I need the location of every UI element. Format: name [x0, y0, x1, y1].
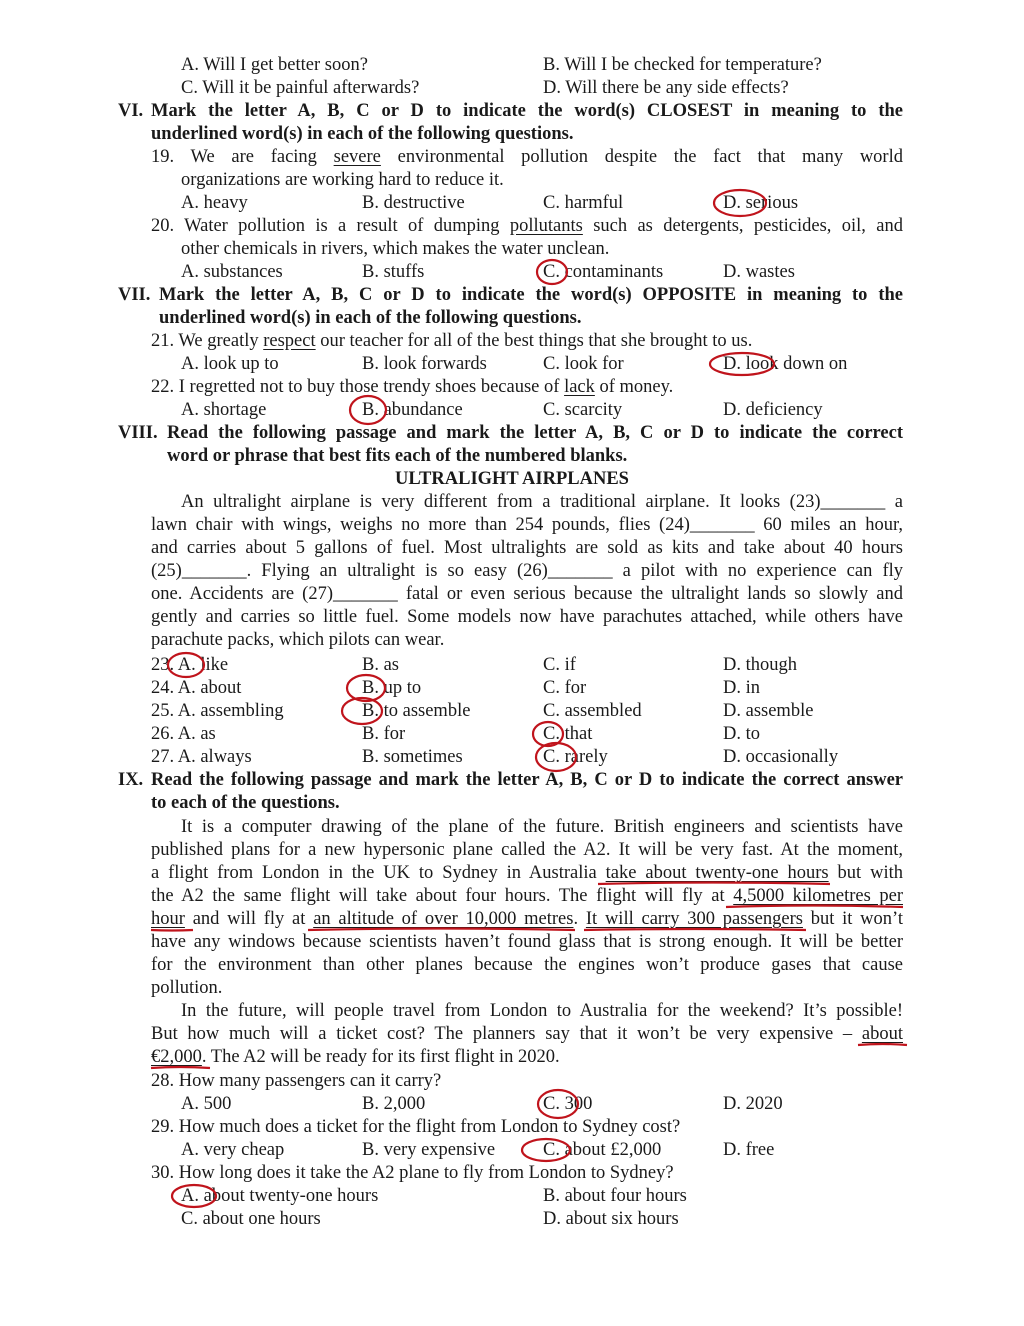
q27-option-b: B. sometimes: [362, 747, 463, 767]
q20-stem-line2: other chemicals in rivers, which makes the water unclean.: [181, 239, 610, 259]
q19-stem-line2: organizations are working hard to reduce it.: [181, 170, 504, 190]
q21-option-d: D. look down on: [723, 354, 848, 374]
q19-option-d: D. serious: [723, 193, 799, 213]
q30-stem: 30. How long does it take the A2 plane to fly from London to Sydney?: [151, 1163, 674, 1183]
passage1-line: lawn chair with wings, weighs no more than 254 pounds, flies (24)_______ 60 miles an hour,: [151, 515, 903, 535]
q25-option-a: 25. A. assembling: [151, 701, 284, 721]
passage2-underlined: It will carry 300 passengers: [585, 909, 803, 929]
q26-option-a: 26. A. as: [151, 724, 216, 744]
q21-underlined-word: respect: [263, 331, 316, 351]
section7-number: VII.: [118, 285, 151, 305]
q21-option-c: C. look for: [543, 354, 624, 374]
passage2-text: But how much will a ticket cost? The planners say that it won’t be very expensive –: [151, 1024, 862, 1044]
q28-option-a: A. 500: [181, 1094, 232, 1114]
passage2-line: [151, 1046, 560, 1068]
q26-option-d: D. to: [723, 724, 760, 744]
q28-stem: 28. How many passengers can it carry?: [151, 1071, 442, 1091]
passage2-underlined: take about twenty-one hours: [605, 863, 829, 883]
q29-option-c: C. about £2,000: [543, 1140, 662, 1160]
q27-option-d: D. occasionally: [723, 747, 839, 767]
section8-heading-line1: Read the following passage and mark the letter A, B, C or D to indicate the correct: [167, 423, 903, 443]
q21-stem: [151, 330, 752, 352]
passage2-underlined: hour: [151, 909, 185, 929]
q19-stem-post: environmental pollution despite the fact that many world: [380, 147, 903, 167]
passage2-line: [151, 1023, 903, 1045]
q29-option-a: A. very cheap: [181, 1140, 285, 1160]
q24-option-b: B. up to: [362, 678, 422, 698]
q22-stem: [151, 376, 673, 398]
q19-option-a: A. heavy: [181, 193, 248, 213]
q24-option-d: D. in: [723, 678, 760, 698]
section7-heading-line2: underlined word(s) in each of the following questions.: [159, 308, 582, 328]
passage2-line: [151, 862, 903, 884]
q18-option-b: B. Will I be checked for temperature?: [543, 55, 822, 75]
q23-option-c: C. if: [543, 655, 576, 675]
q25-option-b: B. to assemble: [362, 701, 471, 721]
q23-option-a: 23. A. like: [151, 655, 229, 675]
section6-heading-line1: Mark the letter A, B, C or D to indicate the word(s) CLOSEST in meaning to the: [151, 101, 903, 121]
passage2-line: In the future, will people travel from London to Australia for the weekend? It’s possible!: [181, 1001, 903, 1021]
passage1-line: parachute packs, which pilots can wear.: [151, 630, 445, 650]
q25-option-c: C. assembled: [543, 701, 642, 721]
passage1-line: gently and carries so little fuel. Some models now have parachutes attached, while others have: [151, 607, 903, 627]
passage1-line: An ultralight airplane is very different from a traditional airplane. It looks (23)_______ a: [181, 492, 903, 512]
q24-option-a: 24. A. about: [151, 678, 242, 698]
passage2-line: published plans for a new hypersonic plane called the A2. It will be very fast. At the moment,: [151, 840, 903, 860]
q21-stem-pre: 21. We greatly: [151, 331, 264, 351]
q19-option-c: C. harmful: [543, 193, 624, 213]
q22-stem-pre: 22. I regretted not to buy those trendy shoes because of: [151, 377, 565, 397]
q30-option-a: A. about twenty-one hours: [181, 1186, 379, 1206]
q19-stem-pre: 19. We are facing: [151, 147, 334, 167]
q30-option-b: B. about four hours: [543, 1186, 687, 1206]
q18-option-a: A. Will I get better soon?: [181, 55, 368, 75]
section6-heading-line2: underlined word(s) in each of the following questions.: [151, 124, 574, 144]
q23-option-d: D. though: [723, 655, 797, 675]
q20-option-c: C. contaminants: [543, 262, 664, 282]
passage1-line: (25)_______. Flying an ultralight is so easy (26)_______ a pilot with no experience can fly: [151, 561, 903, 581]
q27-option-c: C. rarely: [543, 747, 608, 767]
q28-option-b: B. 2,000: [362, 1094, 426, 1114]
passage2-line: [151, 885, 903, 907]
q24-option-c: C. for: [543, 678, 587, 698]
q20-stem-line1: [151, 215, 903, 237]
passage2-line: for the environment than other planes because the engines won’t produce gases that cause: [151, 955, 903, 975]
passage2-underlined: €2,000: [151, 1047, 202, 1067]
q23-option-b: B. as: [362, 655, 399, 675]
q30-option-c: C. about one hours: [181, 1209, 321, 1229]
q20-underlined-word: pollutants: [509, 216, 583, 236]
q29-option-b: B. very expensive: [362, 1140, 496, 1160]
q19-option-b: B. destructive: [362, 193, 465, 213]
q21-stem-post: our teacher for all of the best things that she brought to us.: [315, 331, 753, 351]
passage2-line: It is a computer drawing of the plane of the future. British engineers and scientists have: [181, 817, 903, 837]
q28-option-d: D. 2020: [723, 1094, 783, 1114]
passage2-underlined: about: [861, 1024, 903, 1044]
passage2-text: a flight from London in the UK to Sydney in Australia: [151, 863, 606, 883]
section7-heading-line1: Mark the letter A, B, C or D to indicate the word(s) OPPOSITE in meaning to the: [159, 285, 903, 305]
q22-underlined-word: lack: [564, 377, 595, 397]
passage2-text: . The A2 will be ready for its first flight in 2020.: [201, 1047, 560, 1067]
passage1-title: ULTRALIGHT AIRPLANES: [395, 469, 629, 489]
passage2-line: [151, 908, 903, 930]
q21-option-b: B. look forwards: [362, 354, 487, 374]
passage2-text: but with: [828, 863, 903, 883]
q20-stem-post: such as detergents, pesticides, oil, and: [582, 216, 903, 236]
passage2-underlined: an altitude of over 10,000 metres: [313, 909, 574, 929]
section8-number: VIII.: [118, 423, 158, 443]
q22-stem-post: of money.: [594, 377, 674, 397]
q20-option-a: A. substances: [181, 262, 283, 282]
q20-stem-pre: 20. Water pollution is a result of dumping: [151, 216, 510, 236]
section6-number: VI.: [118, 101, 144, 121]
section9-heading-line1: Read the following passage and mark the letter A, B, C or D to indicate the correct answer: [151, 770, 903, 790]
q28-option-c: C. 300: [543, 1094, 593, 1114]
q27-option-a: 27. A. always: [151, 747, 252, 767]
passage2-line: have any windows because scientists haven’t found glass that is strong enough. It will be better: [151, 932, 903, 952]
passage1-line: and carries about 5 gallons of fuel. Most ultralights are sold as kits and take about 40 hours: [151, 538, 903, 558]
q20-option-d: D. wastes: [723, 262, 795, 282]
passage2-text: and will fly at: [184, 909, 314, 929]
q25-option-d: D. assemble: [723, 701, 814, 721]
q22-option-c: C. scarcity: [543, 400, 623, 420]
q29-stem: 29. How much does a ticket for the flight from London to Sydney cost?: [151, 1117, 681, 1137]
passage2-text: the A2 the same flight will take about four hours. The flight will fly at: [151, 886, 734, 906]
q18-option-c: C. Will it be painful afterwards?: [181, 78, 420, 98]
section9-number: IX.: [118, 770, 144, 790]
q26-option-b: B. for: [362, 724, 406, 744]
passage2-text: but it won’t: [802, 909, 904, 929]
q20-option-b: B. stuffs: [362, 262, 425, 282]
passage2-text: .: [573, 909, 586, 929]
q19-underlined-word: severe: [333, 147, 381, 167]
passage2-line: pollution.: [151, 978, 223, 998]
passage2-underlined: 4,5000 kilometres per: [733, 886, 903, 906]
section8-heading-line2: word or phrase that best fits each of the numbered blanks.: [167, 446, 628, 466]
q19-stem-line1: [151, 146, 903, 168]
section9-heading-line2: to each of the questions.: [151, 793, 340, 813]
q22-option-b: B. abundance: [362, 400, 463, 420]
q22-option-a: A. shortage: [181, 400, 267, 420]
q22-option-d: D. deficiency: [723, 400, 823, 420]
q30-option-d: D. about six hours: [543, 1209, 679, 1229]
passage1-line: one. Accidents are (27)_______ fatal or even serious because the ultralight lands so slowly and: [151, 584, 903, 604]
q21-option-a: A. look up to: [181, 354, 279, 374]
q29-option-d: D. free: [723, 1140, 775, 1160]
q18-option-d: D. Will there be any side effects?: [543, 78, 789, 98]
q26-option-c: C. that: [543, 724, 593, 744]
